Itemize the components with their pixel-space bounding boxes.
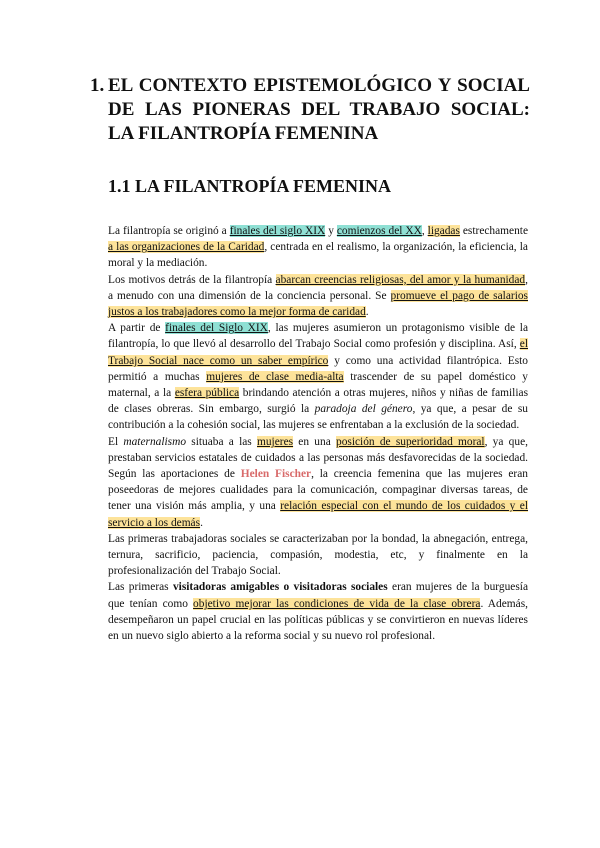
text-run: y xyxy=(325,225,337,237)
text-run: Las primeras xyxy=(108,581,173,594)
paragraph-4 xyxy=(108,434,528,531)
body-text xyxy=(108,223,528,644)
italic-term: paradoja del género xyxy=(314,403,413,416)
text-run: estrechamente xyxy=(459,225,529,237)
text-run: A partir de xyxy=(108,322,166,335)
text-run: , centrada en el realismo, la organización, la eficiencia, la moral y la mediación. xyxy=(108,241,528,270)
highlight-yellow: abarcan creencias religiosas, del amor y la humanidad xyxy=(275,273,526,286)
text-run: La filantropía se originó a xyxy=(108,225,230,237)
text-run: , ya que, prestaban servicios estatales de cuidados a las personas más desfavorecidas de la sociedad. Según las aportaciones de xyxy=(108,435,528,481)
highlight-teal: finales del Siglo XIX xyxy=(165,322,268,335)
text-run: en una xyxy=(293,435,336,448)
highlight-yellow: posición de superioridad moral xyxy=(336,435,485,448)
paragraph-3 xyxy=(108,320,528,433)
text-run: , la creencia femenina que las mujeres eran poseedoras de mejores cualidades para la comunicación, compaginar diversas tareas, de tener una visión más amplia, y una xyxy=(108,468,528,513)
highlight-yellow: objetivo mejorar las condiciones de vida de la clase obrera xyxy=(193,597,481,610)
text-run: . xyxy=(365,306,369,319)
text-run: , a menudo con una dimensión de la conciencia personal. Se xyxy=(108,273,528,302)
text-run: . xyxy=(200,516,203,529)
highlight-yellow: esfera pública xyxy=(174,387,240,400)
text-run: brindando atención a otras mujeres, niños y niñas de familias de clases obreras. Sin embargo, surgió la xyxy=(108,387,528,416)
paragraph-2 xyxy=(108,272,528,321)
text-run: El xyxy=(108,435,124,448)
text-run: eran mujeres de la burguesía que tenían como xyxy=(108,581,528,610)
section-number: 1. xyxy=(90,75,105,96)
author-name: Helen Fischer xyxy=(240,468,312,481)
paragraph-5: Las primeras trabajadoras sociales se caracterizaban por la bondad, la abnegación, entrega, ternura, sacrificio, paciencia, compasión, modestia, etc, y finalmente en la profesionalización del Trabajo Social. xyxy=(108,532,528,578)
highlight-yellow: ligadas xyxy=(427,225,460,237)
highlight-yellow: promueve el pago de salarios justos a los trabajadores como la mejor forma de caridad xyxy=(108,289,528,319)
text-run: , las mujeres asumieron un protagonismo visible de la filantropía, lo que llevó al desarrollo del Trabajo Social como profesión y disciplina. Así, xyxy=(108,322,529,351)
text-run: . Además, desempeñaron un papel crucial en las políticas públicas y se convirtieron en nuevas líderes en un nuevo siglo abierto a la reforma social y su nuevo rol profesional. xyxy=(108,597,528,643)
section-title-text: EL CONTEXTO EPISTEMOLÓGICO Y SOCIAL DE LAS PIONERAS DEL TRABAJO SOCIAL: LA FILANTROPÍA FEMENINA xyxy=(108,75,530,144)
paragraph-1 xyxy=(108,223,528,272)
text-run: , xyxy=(421,225,428,237)
bold-term: visitadoras amigables o visitadoras sociales xyxy=(172,581,388,594)
subsection-title: 1.1 LA FILANTROPÍA FEMENINA xyxy=(108,176,392,196)
text-run: , ya que, a pesar de su contribución a la cohesión social, las mujeres se enfrentaban a la exclusión de la sociedad. xyxy=(108,403,528,432)
highlight-yellow: mujeres xyxy=(257,435,294,448)
paragraph-6 xyxy=(108,579,528,644)
section-title xyxy=(90,74,530,146)
text-run: y como una actividad filantrópica. Esto permitió a muchas xyxy=(108,354,528,383)
highlight-teal: comienzos del XX xyxy=(336,225,422,237)
highlight-teal: finales del siglo XIX xyxy=(229,225,326,237)
italic-term: maternalismo xyxy=(123,435,187,448)
text-run: trascender de su papel doméstico y maternal, a la xyxy=(108,370,528,400)
text-run: Los motivos detrás de la filantropía xyxy=(108,273,276,286)
highlight-yellow: a las organizaciones de la Caridad xyxy=(108,241,265,254)
highlight-yellow: relación especial con el mundo de los cuidados y el servicio a los demás xyxy=(108,500,529,529)
highlight-yellow: el Trabajo Social nace como un saber empírico xyxy=(108,338,528,367)
text-run: situaba a las xyxy=(186,435,257,448)
highlight-yellow: mujeres de clase media-alta xyxy=(206,370,344,383)
